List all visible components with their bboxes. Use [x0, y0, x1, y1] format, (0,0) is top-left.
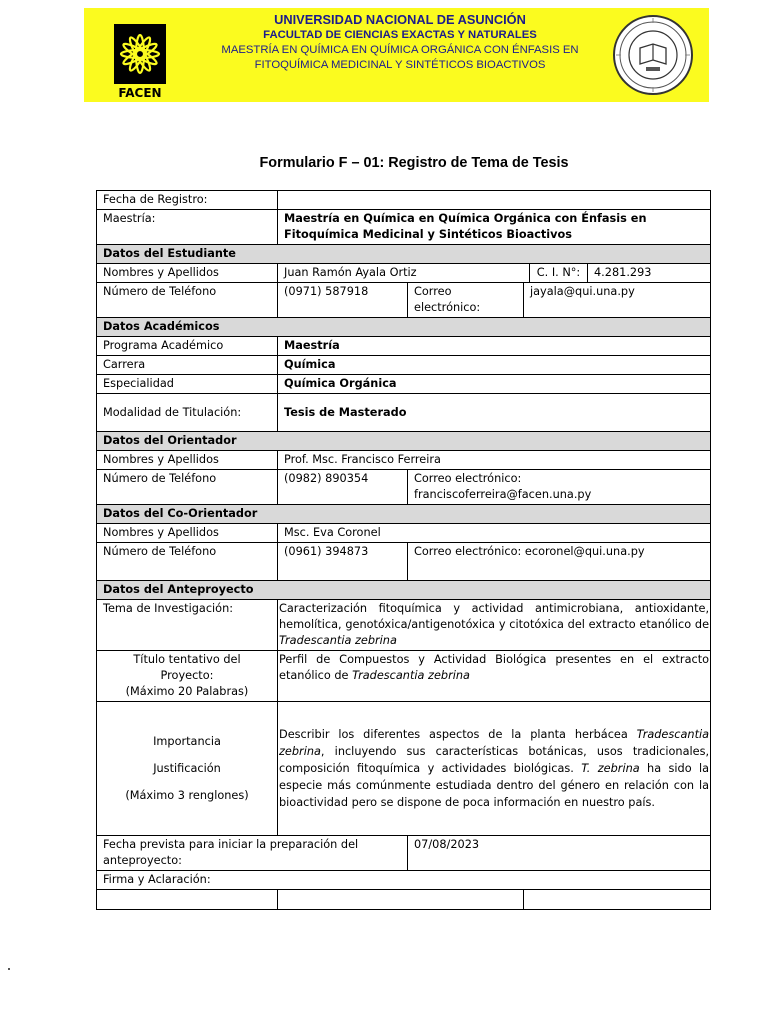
- orientador-nombre-value: Prof. Msc. Francisco Ferreira: [278, 451, 711, 470]
- importancia-label-line-3: (Máximo 3 renglones): [125, 789, 249, 802]
- row-coorientador-nombre: [97, 524, 711, 543]
- coorientador-correo-label: Correo electrónico:: [414, 545, 522, 558]
- titulo-label-line-3: (Máximo 20 Palabras): [125, 685, 249, 698]
- coorientador-telefono-value: (0961) 394873: [278, 543, 408, 581]
- coorientador-nombre-value: Msc. Eva Coronel: [278, 524, 711, 543]
- section-coorientador: [97, 505, 711, 524]
- estudiante-telefono-label: Número de Teléfono: [97, 283, 278, 318]
- row-maestria: [97, 210, 711, 245]
- titulo-species: Tradescantia zebrina: [352, 669, 470, 682]
- ci-value: 4.281.293: [588, 264, 711, 283]
- institution-banner: [84, 8, 709, 102]
- section-anteproyecto: [97, 581, 711, 600]
- firma-field-1[interactable]: [97, 890, 278, 910]
- tema-text: Caracterización fitoquímica y actividad antimicrobiana, antioxidante, hemolítica, genotóxica/antigenotóxica y citotóxica del extracto etanólico de: [279, 602, 710, 631]
- firma-label: Firma y Aclaración:: [97, 871, 711, 890]
- row-firma: [97, 871, 711, 890]
- importancia-value: [278, 702, 711, 836]
- coorientador-correo-value: ecoronel@qui.una.py: [524, 545, 645, 558]
- orientador-nombre-label: Nombres y Apellidos: [97, 451, 278, 470]
- program-line-2: FITOQUÍMICA MEDICINAL Y SINTÉTICOS BIOACTIVOS: [254, 59, 546, 71]
- estudiante-correo-value: jayala@qui.una.py: [524, 283, 711, 318]
- importancia-label-line-1: Importancia: [153, 735, 221, 748]
- fecha-registro-field[interactable]: [278, 191, 711, 210]
- section-title: Datos del Anteproyecto: [97, 581, 711, 600]
- row-modalidad: [97, 394, 711, 432]
- firma-field-3[interactable]: [524, 890, 711, 910]
- form-title: Formulario F – 01: Registro de Tema de Tesis: [259, 155, 569, 171]
- section-estudiante: [97, 245, 711, 264]
- importancia-species-2: T. zebrina: [581, 762, 640, 775]
- carrera-value: Química: [278, 356, 711, 375]
- especialidad-value: Química Orgánica: [278, 375, 711, 394]
- row-estudiante-telefono: [97, 283, 711, 318]
- tema-species: Tradescantia zebrina: [279, 634, 397, 647]
- tema-label: Tema de Investigación:: [97, 600, 278, 651]
- row-coorientador-telefono: [97, 543, 711, 581]
- modalidad-value: Tesis de Masterado: [278, 394, 711, 432]
- row-firma-fields: [97, 890, 711, 910]
- coorientador-telefono-label: Número de Teléfono: [97, 543, 278, 581]
- modalidad-label: Modalidad de Titulación:: [97, 394, 278, 432]
- row-tema: [97, 600, 711, 651]
- university-name: UNIVERSIDAD NACIONAL DE ASUNCIÓN: [274, 12, 526, 27]
- section-orientador: [97, 432, 711, 451]
- estudiante-correo-label: Correo electrónico:: [408, 283, 524, 318]
- faculty-name: FACULTAD DE CIENCIAS EXACTAS Y NATURALES: [263, 29, 537, 41]
- orientador-telefono-value: (0982) 890354: [278, 470, 408, 505]
- coorientador-nombre-label: Nombres y Apellidos: [97, 524, 278, 543]
- fecha-prevista-value: 07/08/2023: [408, 836, 711, 871]
- programa-label: Programa Académico: [97, 337, 278, 356]
- fecha-registro-label: Fecha de Registro:: [97, 191, 278, 210]
- programa-value: Maestría: [278, 337, 711, 356]
- importancia-text-3: ha sido la especie más comúnmente estudiada dentro del género en relación con la bioactividad pero se dispone de poca información en nuestro país.: [279, 762, 710, 809]
- estudiante-telefono-value: (0971) 587918: [278, 283, 408, 318]
- maestria-value: Maestría en Química en Química Orgánica con Énfasis en Fitoquímica Medicinal y Sintéticos Bioactivos: [278, 210, 711, 245]
- thesis-registration-form: [96, 190, 711, 910]
- row-orientador-telefono: [97, 470, 711, 505]
- row-fecha-prevista: [97, 836, 711, 871]
- importancia-label-line-2: Justificación: [153, 762, 221, 775]
- row-especialidad: [97, 375, 711, 394]
- tema-value: [278, 600, 711, 651]
- row-carrera: [97, 356, 711, 375]
- row-titulo: [97, 651, 711, 702]
- university-seal: [612, 14, 694, 96]
- header-text: [184, 12, 616, 73]
- especialidad-label: Especialidad: [97, 375, 278, 394]
- facen-logo: [114, 24, 166, 98]
- section-title: Datos Académicos: [97, 318, 711, 337]
- importancia-text-1: Describir los diferentes aspectos de la planta herbácea: [279, 728, 637, 741]
- section-title: Datos del Estudiante: [97, 245, 711, 264]
- importancia-species-1: Tradescantia zebrina: [279, 728, 710, 758]
- titulo-value: [278, 651, 711, 702]
- importancia-text-2: , incluyendo sus características botánicas, usos tradicionales, composición fitoquímica y actividades biológicas.: [279, 745, 710, 775]
- maestria-label: Maestría:: [97, 210, 278, 245]
- row-importancia: [97, 702, 711, 836]
- orientador-telefono-label: Número de Teléfono: [97, 470, 278, 505]
- row-programa: [97, 337, 711, 356]
- titulo-label-line-2: Proyecto:: [160, 669, 214, 682]
- section-academicos: [97, 318, 711, 337]
- row-estudiante-nombre: [97, 264, 711, 283]
- fecha-prevista-label: Fecha prevista para iniciar la preparación del anteproyecto:: [97, 836, 408, 871]
- section-title: Datos del Co-Orientador: [97, 505, 711, 524]
- estudiante-nombre-label: Nombres y Apellidos: [97, 264, 278, 283]
- titulo-text: Perfil de Compuestos y Actividad Biológica presentes en el extracto etanólico de: [279, 653, 710, 682]
- row-fecha-registro: [97, 191, 711, 210]
- titulo-label-line-1: Título tentativo del: [133, 653, 241, 666]
- orientador-correo-value: franciscoferreira@facen.una.py: [414, 488, 592, 501]
- program-line-1: MAESTRÍA EN QUÍMICA EN QUÍMICA ORGÁNICA CON ÉNFASIS EN: [221, 44, 579, 56]
- carrera-label: Carrera: [97, 356, 278, 375]
- row-orientador-nombre: [97, 451, 711, 470]
- ci-label: C. I. N°:: [530, 264, 588, 283]
- firma-field-2[interactable]: [278, 890, 524, 910]
- titulo-label: [97, 651, 278, 702]
- section-title: Datos del Orientador: [97, 432, 711, 451]
- estudiante-nombre-value: Juan Ramón Ayala Ortiz: [278, 264, 530, 283]
- facen-logo-text: FACEN: [118, 86, 162, 98]
- orientador-correo: [408, 470, 711, 505]
- coorientador-correo: [408, 543, 711, 581]
- page-mark: [8, 968, 10, 970]
- importancia-label: [97, 702, 278, 836]
- orientador-correo-label: Correo electrónico:: [414, 472, 522, 485]
